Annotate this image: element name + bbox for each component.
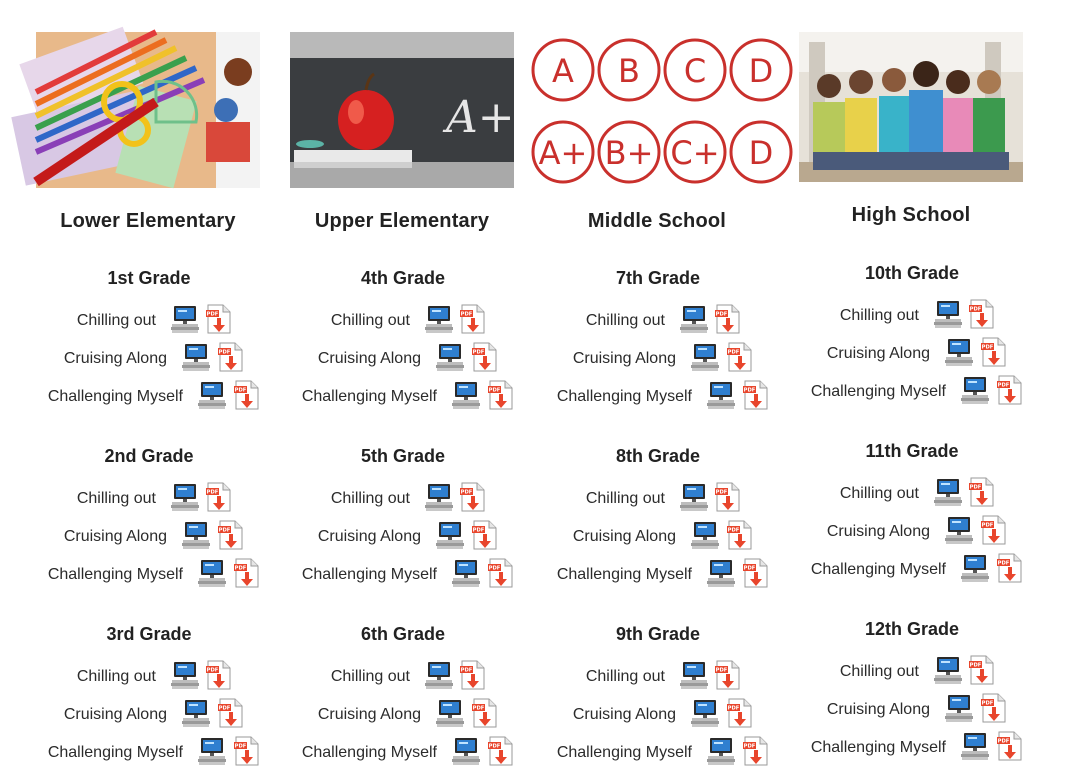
computer-icon[interactable] — [181, 342, 211, 372]
difficulty-label: Challenging Myself — [556, 744, 692, 761]
grade-block — [36, 266, 262, 418]
computer-icon[interactable] — [435, 342, 465, 372]
pdf-download-icon[interactable] — [969, 655, 995, 685]
pdf-download-icon[interactable] — [460, 482, 486, 512]
difficulty-label: Challenging Myself — [47, 566, 183, 583]
difficulty-label: Cruising Along — [572, 706, 676, 723]
computer-icon[interactable] — [435, 698, 465, 728]
difficulty-row — [36, 736, 262, 774]
computer-icon[interactable] — [435, 520, 465, 550]
grade-title: 7th Grade — [615, 268, 701, 288]
pdf-download-icon[interactable] — [969, 299, 995, 329]
difficulty-label: Chilling out — [330, 490, 410, 507]
grade-block — [36, 444, 262, 596]
grade-title: 12th Grade — [864, 619, 960, 639]
difficulty-label: Cruising Along — [63, 528, 167, 545]
difficulty-row — [545, 342, 771, 380]
grade-letter: B+ — [604, 134, 654, 172]
grade-letter: C+ — [670, 134, 720, 172]
computer-icon[interactable] — [170, 660, 200, 690]
grade-letter: D — [748, 134, 774, 172]
computer-icon[interactable] — [197, 380, 227, 410]
computer-icon[interactable] — [960, 731, 990, 761]
pdf-download-icon[interactable] — [460, 304, 486, 334]
computer-icon[interactable] — [424, 482, 454, 512]
grade-letter: A+ — [538, 134, 588, 172]
difficulty-label: Chilling out — [839, 663, 919, 680]
computer-icon[interactable] — [679, 304, 709, 334]
grade-title: 3rd Grade — [106, 624, 192, 644]
difficulty-label: Chilling out — [839, 485, 919, 502]
difficulty-row — [799, 655, 1025, 693]
computer-icon[interactable] — [706, 558, 736, 588]
difficulty-row — [290, 558, 516, 596]
computer-icon[interactable] — [197, 558, 227, 588]
category-title: Upper Elementary — [314, 210, 490, 232]
category-title: Lower Elementary — [60, 210, 236, 232]
grade-block — [545, 266, 771, 418]
difficulty-row — [545, 482, 771, 520]
computer-icon[interactable] — [181, 520, 211, 550]
grade-letter: B — [618, 52, 640, 90]
difficulty-label: Cruising Along — [317, 528, 421, 545]
pdf-download-icon[interactable] — [488, 380, 514, 410]
pdf-download-icon[interactable] — [997, 553, 1023, 583]
pdf-download-icon[interactable] — [488, 736, 514, 766]
pdf-download-icon[interactable] — [969, 477, 995, 507]
grade-title: 10th Grade — [864, 263, 960, 283]
computer-icon[interactable] — [451, 736, 481, 766]
computer-icon[interactable] — [451, 558, 481, 588]
grade-title: 11th Grade — [865, 441, 959, 461]
difficulty-row — [545, 660, 771, 698]
apple-chalkboard-image — [290, 32, 514, 188]
pdf-download-icon[interactable] — [206, 482, 232, 512]
difficulty-row — [36, 342, 262, 380]
difficulty-row — [290, 304, 516, 342]
pdf-download-icon[interactable] — [218, 342, 244, 372]
difficulty-row — [545, 304, 771, 342]
grade-title: 1st Grade — [107, 268, 191, 288]
school-supplies-image — [36, 32, 260, 188]
computer-icon[interactable] — [960, 375, 990, 405]
computer-icon[interactable] — [944, 337, 974, 367]
grade-title: 9th Grade — [615, 624, 701, 644]
difficulty-label: Challenging Myself — [556, 388, 692, 405]
grade-letter: A — [552, 52, 574, 90]
pdf-download-icon[interactable] — [472, 342, 498, 372]
difficulty-label: Challenging Myself — [556, 566, 692, 583]
computer-icon[interactable] — [181, 698, 211, 728]
computer-icon[interactable] — [690, 520, 720, 550]
difficulty-label: Cruising Along — [317, 706, 421, 723]
difficulty-row — [36, 558, 262, 596]
difficulty-label: Challenging Myself — [47, 388, 183, 405]
difficulty-label: Chilling out — [76, 312, 156, 329]
difficulty-row — [290, 380, 516, 418]
computer-icon[interactable] — [690, 698, 720, 728]
difficulty-row — [36, 380, 262, 418]
difficulty-label: Cruising Along — [317, 350, 421, 367]
pdf-download-icon[interactable] — [997, 375, 1023, 405]
pdf-download-icon[interactable] — [715, 660, 741, 690]
computer-icon[interactable] — [424, 660, 454, 690]
difficulty-row — [799, 553, 1025, 591]
difficulty-label: Cruising Along — [826, 345, 930, 362]
difficulty-label: Challenging Myself — [810, 383, 946, 400]
pdf-download-icon[interactable] — [206, 304, 232, 334]
difficulty-row — [799, 375, 1025, 413]
grade-block — [36, 622, 262, 774]
grade-block — [290, 444, 516, 596]
computer-icon[interactable] — [679, 660, 709, 690]
students-group-image — [799, 32, 1023, 182]
letter-grades-image — [538, 32, 774, 188]
pdf-download-icon[interactable] — [727, 342, 753, 372]
pdf-download-icon[interactable] — [472, 698, 498, 728]
pdf-download-icon[interactable] — [997, 731, 1023, 761]
difficulty-label: Challenging Myself — [810, 561, 946, 578]
difficulty-row — [290, 482, 516, 520]
difficulty-label: Challenging Myself — [810, 739, 946, 756]
pdf-download-icon[interactable] — [743, 736, 769, 766]
computer-icon[interactable] — [424, 304, 454, 334]
pdf-download-icon[interactable] — [715, 304, 741, 334]
pdf-download-icon[interactable] — [460, 660, 486, 690]
difficulty-row — [545, 736, 771, 774]
difficulty-label: Chilling out — [76, 668, 156, 685]
grade-block — [799, 261, 1025, 413]
difficulty-label: Chilling out — [585, 490, 665, 507]
difficulty-label: Cruising Along — [63, 350, 167, 367]
difficulty-label: Chilling out — [330, 668, 410, 685]
difficulty-label: Cruising Along — [572, 350, 676, 367]
computer-icon[interactable] — [944, 515, 974, 545]
difficulty-label: Cruising Along — [63, 706, 167, 723]
computer-icon[interactable] — [706, 380, 736, 410]
difficulty-label: Chilling out — [585, 312, 665, 329]
difficulty-row — [545, 558, 771, 596]
pdf-download-icon[interactable] — [234, 380, 260, 410]
pdf-download-icon[interactable] — [743, 558, 769, 588]
difficulty-row — [545, 380, 771, 418]
difficulty-row — [36, 660, 262, 698]
pdf-download-icon[interactable] — [727, 520, 753, 550]
chalk-grade-text: A+ — [446, 92, 515, 143]
grade-title: 8th Grade — [615, 446, 701, 466]
grade-block — [545, 622, 771, 774]
pdf-download-icon[interactable] — [472, 520, 498, 550]
pdf-download-icon[interactable] — [218, 698, 244, 728]
difficulty-label: Chilling out — [585, 668, 665, 685]
computer-icon[interactable] — [944, 693, 974, 723]
grade-title: 2nd Grade — [104, 446, 194, 466]
pdf-download-icon[interactable] — [981, 515, 1007, 545]
difficulty-label: Challenging Myself — [47, 744, 183, 761]
computer-icon[interactable] — [933, 299, 963, 329]
pdf-download-icon[interactable] — [981, 693, 1007, 723]
difficulty-row — [290, 342, 516, 380]
difficulty-row — [290, 698, 516, 736]
computer-icon[interactable] — [933, 477, 963, 507]
difficulty-row — [290, 520, 516, 558]
grade-block — [545, 444, 771, 596]
grade-letter: C — [683, 52, 707, 90]
category-title: Middle School — [587, 210, 727, 232]
computer-icon[interactable] — [197, 736, 227, 766]
computer-icon[interactable] — [170, 482, 200, 512]
pdf-download-icon[interactable] — [981, 337, 1007, 367]
difficulty-row — [290, 736, 516, 774]
pdf-download-icon[interactable] — [715, 482, 741, 512]
difficulty-row — [290, 660, 516, 698]
grade-block — [799, 439, 1025, 591]
grade-block — [799, 617, 1025, 769]
difficulty-row — [799, 337, 1025, 375]
difficulty-label: Chilling out — [330, 312, 410, 329]
difficulty-row — [799, 693, 1025, 731]
difficulty-row — [36, 698, 262, 736]
computer-icon[interactable] — [690, 342, 720, 372]
pdf-download-icon[interactable] — [488, 558, 514, 588]
difficulty-label: Chilling out — [839, 307, 919, 324]
computer-icon[interactable] — [679, 482, 709, 512]
grade-block — [290, 622, 516, 774]
grade-title: 5th Grade — [360, 446, 446, 466]
difficulty-label: Cruising Along — [572, 528, 676, 545]
difficulty-row — [545, 520, 771, 558]
difficulty-row — [799, 477, 1025, 515]
grade-title: 4th Grade — [360, 268, 446, 288]
difficulty-label: Challenging Myself — [301, 388, 437, 405]
difficulty-row — [36, 520, 262, 558]
pdf-download-icon[interactable] — [743, 380, 769, 410]
difficulty-row — [799, 515, 1025, 553]
difficulty-row — [799, 731, 1025, 769]
difficulty-label: Cruising Along — [826, 701, 930, 718]
grade-letter: D — [748, 52, 774, 90]
computer-icon[interactable] — [933, 655, 963, 685]
pdf-download-icon[interactable] — [234, 736, 260, 766]
difficulty-row — [36, 304, 262, 342]
grade-block — [290, 266, 516, 418]
computer-icon[interactable] — [451, 380, 481, 410]
pdf-download-icon[interactable] — [206, 660, 232, 690]
difficulty-label: Cruising Along — [826, 523, 930, 540]
pdf-download-icon[interactable] — [218, 520, 244, 550]
difficulty-row — [799, 299, 1025, 337]
difficulty-row — [545, 698, 771, 736]
difficulty-row — [36, 482, 262, 520]
computer-icon[interactable] — [170, 304, 200, 334]
computer-icon[interactable] — [960, 553, 990, 583]
difficulty-label: Challenging Myself — [301, 566, 437, 583]
difficulty-label: Chilling out — [76, 490, 156, 507]
category-title: High School — [851, 204, 971, 226]
difficulty-label: Challenging Myself — [301, 744, 437, 761]
grade-title: 6th Grade — [360, 624, 446, 644]
pdf-download-icon[interactable] — [234, 558, 260, 588]
computer-icon[interactable] — [706, 736, 736, 766]
pdf-download-icon[interactable] — [727, 698, 753, 728]
